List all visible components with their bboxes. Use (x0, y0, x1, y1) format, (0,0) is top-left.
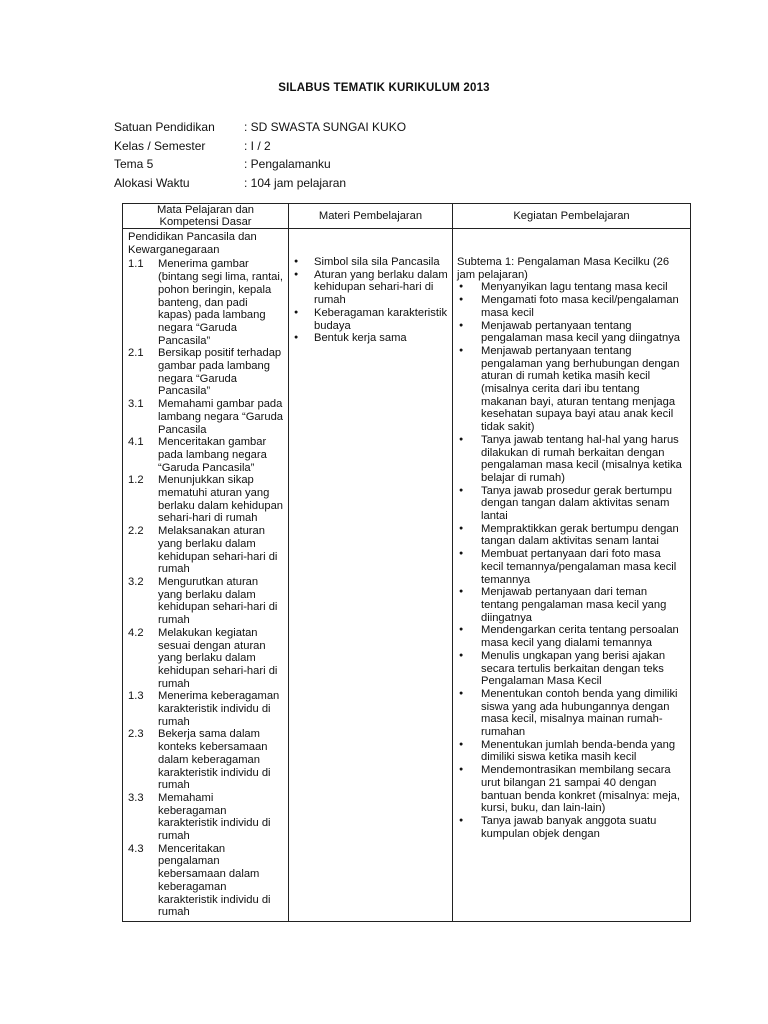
bullet-icon: ● (294, 308, 299, 316)
info-value: : 104 jam pelajaran (244, 175, 347, 190)
competency-text: Memahami gambar pada lambang negara “Garuda Pancasila (158, 398, 284, 436)
subtheme-title: Subtema 1: Pengalaman Masa Kecilku (26 jam pelajaran) (457, 256, 670, 281)
activity-item (457, 345, 686, 434)
competency-text: Melakukan kegiatan sesuai dengan aturan yang berlaku dalam kehidupan sehari-hari di rumah (158, 626, 278, 690)
bullet-icon: ● (459, 766, 464, 774)
header-activity: Kegiatan Pembelajaran (453, 204, 691, 229)
activity-item (457, 294, 686, 319)
competency-item (128, 627, 284, 691)
activity-item (457, 815, 686, 840)
bullet-icon: ● (459, 740, 464, 748)
bullet-icon: ● (459, 435, 464, 443)
bullet-icon: ● (459, 626, 464, 634)
subject-name: Pendidikan Pancasila dan Kewarganegaraan (128, 231, 257, 256)
material-item (292, 332, 450, 345)
table-header-row (123, 204, 691, 229)
activity-text: Mengamati foto masa kecil/pengalaman masa kecil (481, 294, 679, 319)
activity-item (457, 650, 686, 688)
activity-text: Menentukan jumlah benda-benda yang dimiliki siswa ketika masih kecil (481, 738, 676, 764)
competency-text: Menceritakan pengalaman kebersamaan dalam keberagaman karakteristik individu di rumah (158, 842, 271, 919)
competency-number: 2.2 (128, 525, 144, 538)
activity-text: Mempraktikkan gerak bertumpu dengan tangan dalam aktivitas senam lantai (481, 522, 679, 548)
header-material: Materi Pembelajaran (289, 204, 453, 229)
material-text: Keberagaman karakteristik budaya (314, 306, 448, 332)
competency-text: Bersikap positif terhadap gambar pada lambang negara “Garuda Pancasila” (158, 347, 282, 398)
bullet-icon: ● (459, 283, 464, 291)
activity-item (457, 688, 686, 739)
activity-text: Tanya jawab prosedur gerak bertumpu dengan tangan dalam aktivitas senam lantai (481, 484, 672, 523)
activity-item (457, 523, 686, 548)
competency-text: Menerima gambar (bintang segi lima, rantai, pohon beringin, kepala banteng, dan padi kapas) pada lambang negara “Garuda Pancasila” (158, 258, 283, 347)
activity-item (457, 281, 686, 294)
info-row (114, 118, 406, 137)
activity-text: Mendengarkan cerita tentang persoalan masa kecil yang dialami temannya (481, 624, 679, 650)
competency-item (128, 398, 284, 436)
activity-text: Menjawab pertanyaan tentang pengalaman yang berhubungan dengan aturan di rumah ketika masih kecil (misalnya cerita dari ibu tentang makanan bayi, aturan tentang menjaga kesehatan supaya bayi atau anak kecil tidak sakit) (481, 344, 680, 434)
activity-item (457, 624, 686, 649)
table-row (123, 229, 691, 922)
competency-cell (123, 229, 289, 922)
bullet-icon: ● (459, 689, 464, 697)
activity-text: Membuat pertanyaan dari foto masa kecil temannya/pengalaman masa kecil temannya (481, 548, 677, 586)
activity-cell (453, 229, 691, 922)
competency-number: 1.1 (128, 258, 144, 271)
info-row (114, 174, 406, 193)
competency-text: Menerima keberagaman karakteristik individu di rumah (158, 690, 280, 728)
competency-item (128, 474, 284, 525)
material-cell (289, 229, 453, 922)
activity-text: Menyanyikan lagu tentang masa kecil (481, 281, 668, 294)
competency-number: 1.2 (128, 474, 144, 487)
activity-item (457, 320, 686, 345)
competency-number: 1.3 (128, 690, 144, 703)
info-label: Tema 5 (114, 157, 154, 171)
activity-item (457, 548, 686, 586)
document-title: SILABUS TEMATIK KURIKULUM 2013 (278, 82, 490, 94)
competency-text: Bekerja sama dalam konteks kebersamaan dalam keberagaman karakteristik individu di rumah (158, 728, 271, 792)
competency-number: 2.3 (128, 728, 144, 741)
info-value: : SD SWASTA SUNGAI KUKO (244, 120, 407, 134)
activity-text: Menentukan contoh benda yang dimiliki siswa yang ada hubungannya dengan masa kecil, misalnya mainan rumah-rumahan (481, 687, 678, 739)
competency-item (128, 576, 284, 627)
activity-text: Tanya jawab tentang hal-hal yang harus dilakukan di rumah berkaitan dengan pengalaman masa kecil (misalnya ketika belajar di rumah) (481, 433, 682, 484)
competency-number: 4.1 (128, 436, 144, 449)
bullet-icon: ● (294, 334, 299, 342)
competency-text: Menceritakan gambar pada lambang negara “Garuda Pancasila” (158, 436, 267, 474)
activity-text: Tanya jawab banyak anggota suatu kumpulan objek dengan (481, 814, 657, 840)
info-row (114, 155, 406, 174)
syllabus-table (122, 203, 691, 922)
material-list (292, 256, 450, 345)
bullet-icon: ● (459, 651, 464, 659)
competency-item (128, 436, 284, 474)
bullet-icon: ● (294, 270, 299, 278)
competency-item (128, 690, 284, 728)
competency-number: 2.1 (128, 347, 144, 360)
material-text: Aturan yang berlaku dalam kehidupan sehari-hari di rumah (314, 268, 448, 307)
activity-item (457, 586, 686, 624)
competency-number: 3.1 (128, 398, 144, 411)
competency-item (128, 728, 284, 792)
material-item (292, 256, 450, 269)
activity-list (457, 281, 686, 840)
competency-item (128, 792, 284, 843)
bullet-icon: ● (459, 346, 464, 354)
activity-text: Menjawab pertanyaan dari teman tentang pengalaman masa kecil yang diingatnya (481, 586, 667, 624)
bullet-icon: ● (459, 816, 464, 824)
info-label: Satuan Pendidikan (114, 120, 215, 134)
material-text: Simbol sila sila Pancasila (314, 256, 440, 268)
activity-item (457, 739, 686, 764)
competency-list (128, 258, 284, 919)
activity-item (457, 764, 686, 815)
competency-number: 4.2 (128, 626, 144, 639)
info-label: Kelas / Semester (114, 138, 206, 153)
info-block (114, 118, 406, 192)
activity-item (457, 485, 686, 523)
competency-number: 3.3 (128, 791, 144, 804)
header-competency: Mata Pelajaran dan Kompetensi Dasar (123, 204, 289, 229)
activity-text: Menjawab pertanyaan tentang pengalaman masa kecil yang diingatnya (481, 319, 681, 345)
bullet-icon: ● (459, 550, 464, 558)
bullet-icon: ● (459, 296, 464, 304)
bullet-icon: ● (459, 524, 464, 532)
competency-item (128, 525, 284, 576)
activity-item (457, 434, 686, 485)
competency-item (128, 843, 284, 919)
material-item (292, 269, 450, 307)
bullet-icon: ● (459, 486, 464, 494)
info-value: : I / 2 (244, 138, 271, 153)
material-text: Bentuk kerja sama (314, 332, 407, 345)
activity-text: Menulis ungkapan yang berisi ajakan secara tertulis berkaitan dengan teks Pengalaman Masa Kecil (481, 649, 666, 688)
competency-text: Menunjukkan sikap mematuhi aturan yang berlaku dalam kehidupan sehari-hari di rumah (158, 474, 284, 525)
competency-item (128, 258, 284, 347)
competency-text: Memahami keberagaman karakteristik individu di rumah (158, 791, 271, 843)
bullet-icon: ● (459, 588, 464, 596)
bullet-icon: ● (294, 258, 299, 265)
info-label: Alokasi Waktu (114, 175, 190, 190)
competency-text: Melaksanakan aturan yang berlaku dalam kehidupan sehari-hari di rumah (158, 525, 278, 576)
info-value: : Pengalamanku (244, 157, 331, 171)
competency-number: 3.2 (128, 575, 144, 588)
bullet-icon: ● (459, 321, 464, 329)
competency-number: 4.3 (128, 842, 144, 855)
activity-text: Mendemontrasikan membilang secara urut bilangan 21 sampai 40 dengan bantuan benda konkret (misalnya: meja, kursi, buku, dan lain-lain) (481, 764, 681, 815)
competency-text: Mengurutkan aturan yang berlaku dalam kehidupan sehari-hari di rumah (158, 575, 278, 627)
competency-item (128, 347, 284, 398)
material-item (292, 307, 450, 332)
info-row (114, 137, 406, 156)
